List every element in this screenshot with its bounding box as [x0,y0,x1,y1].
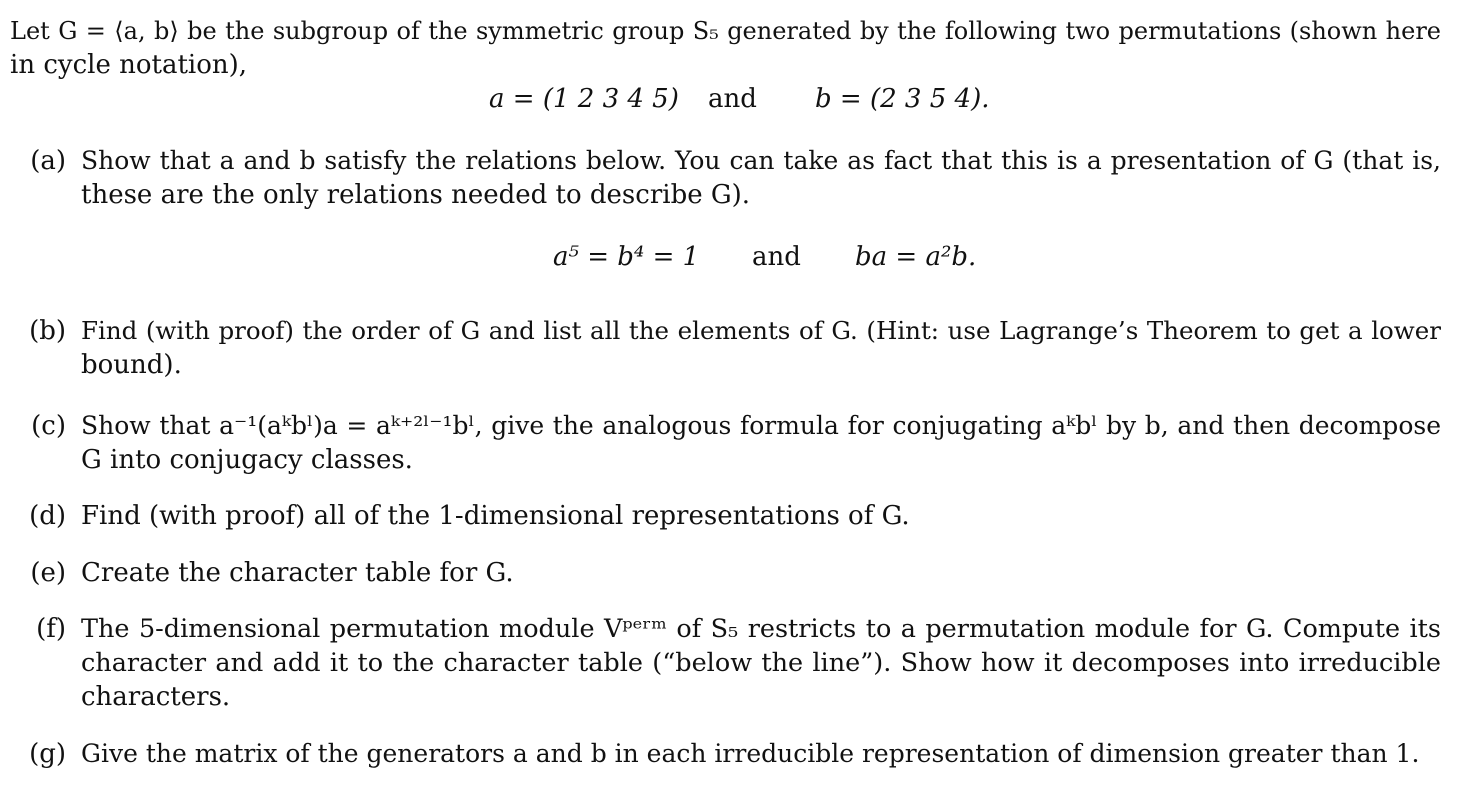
item-a-line-1: Show that a and b satisfy the relations below. You can take as fact that this is a presentation of G (that is, [81,146,1441,175]
item-label: (g) [29,739,66,769]
item-d-line-1: Find (with proof) all of the 1-dimensional representations of G. [81,501,910,531]
generator-b-definition: b = (2 3 5 4). [815,84,990,114]
item-f-line-1: The 5-dimensional permutation module Vᵖᵉʳᵐ of S₅ restricts to a permutation module for G. Compute its [81,614,1441,644]
item-c-line-2: G into conjugacy classes. [81,445,413,475]
item-label: (a) [30,146,66,176]
intro-line-1: Let G = ⟨a, b⟩ be the subgroup of the symmetric group S₅ generated by the following two permutations (shown here [10,17,1441,45]
item-f-line-2: character and add it to the character table (“below the line”). Show how it decomposes into irreducible [81,648,1441,678]
item-label: (c) [31,411,66,441]
item-a-line-2: these are the only relations needed to describe G). [81,180,751,210]
item-b-line-1: Find (with proof) the order of G and list all the elements of G. (Hint: use Lagrange’s Theorem to get a lower [81,316,1441,345]
item-label: (b) [29,316,66,346]
item-b-line-2: bound). [81,350,182,380]
item-label: (f) [36,614,66,644]
item-label: (d) [29,501,66,531]
item-e-line-1: Create the character table for G. [81,558,514,588]
relations-right: ba = a²b. [855,242,977,272]
generators-joiner: and [708,84,757,114]
relations-left: a⁵ = b⁴ = 1 [553,242,700,272]
item-label: (e) [30,558,66,588]
item-c-line-1: Show that a⁻¹(aᵏbˡ)a = aᵏ⁺²ˡ⁻¹bˡ, give the analogous formula for conjugating aᵏbˡ by b, and then decompose [81,411,1441,440]
relations-joiner: and [752,242,801,272]
item-f-line-3: characters. [81,682,231,712]
item-g-line-1: Give the matrix of the generators a and b in each irreducible representation of dimension greater than 1. [81,739,1420,768]
generator-a-definition: a = (1 2 3 4 5) [489,84,679,114]
intro-line-2: in cycle notation), [10,50,248,80]
